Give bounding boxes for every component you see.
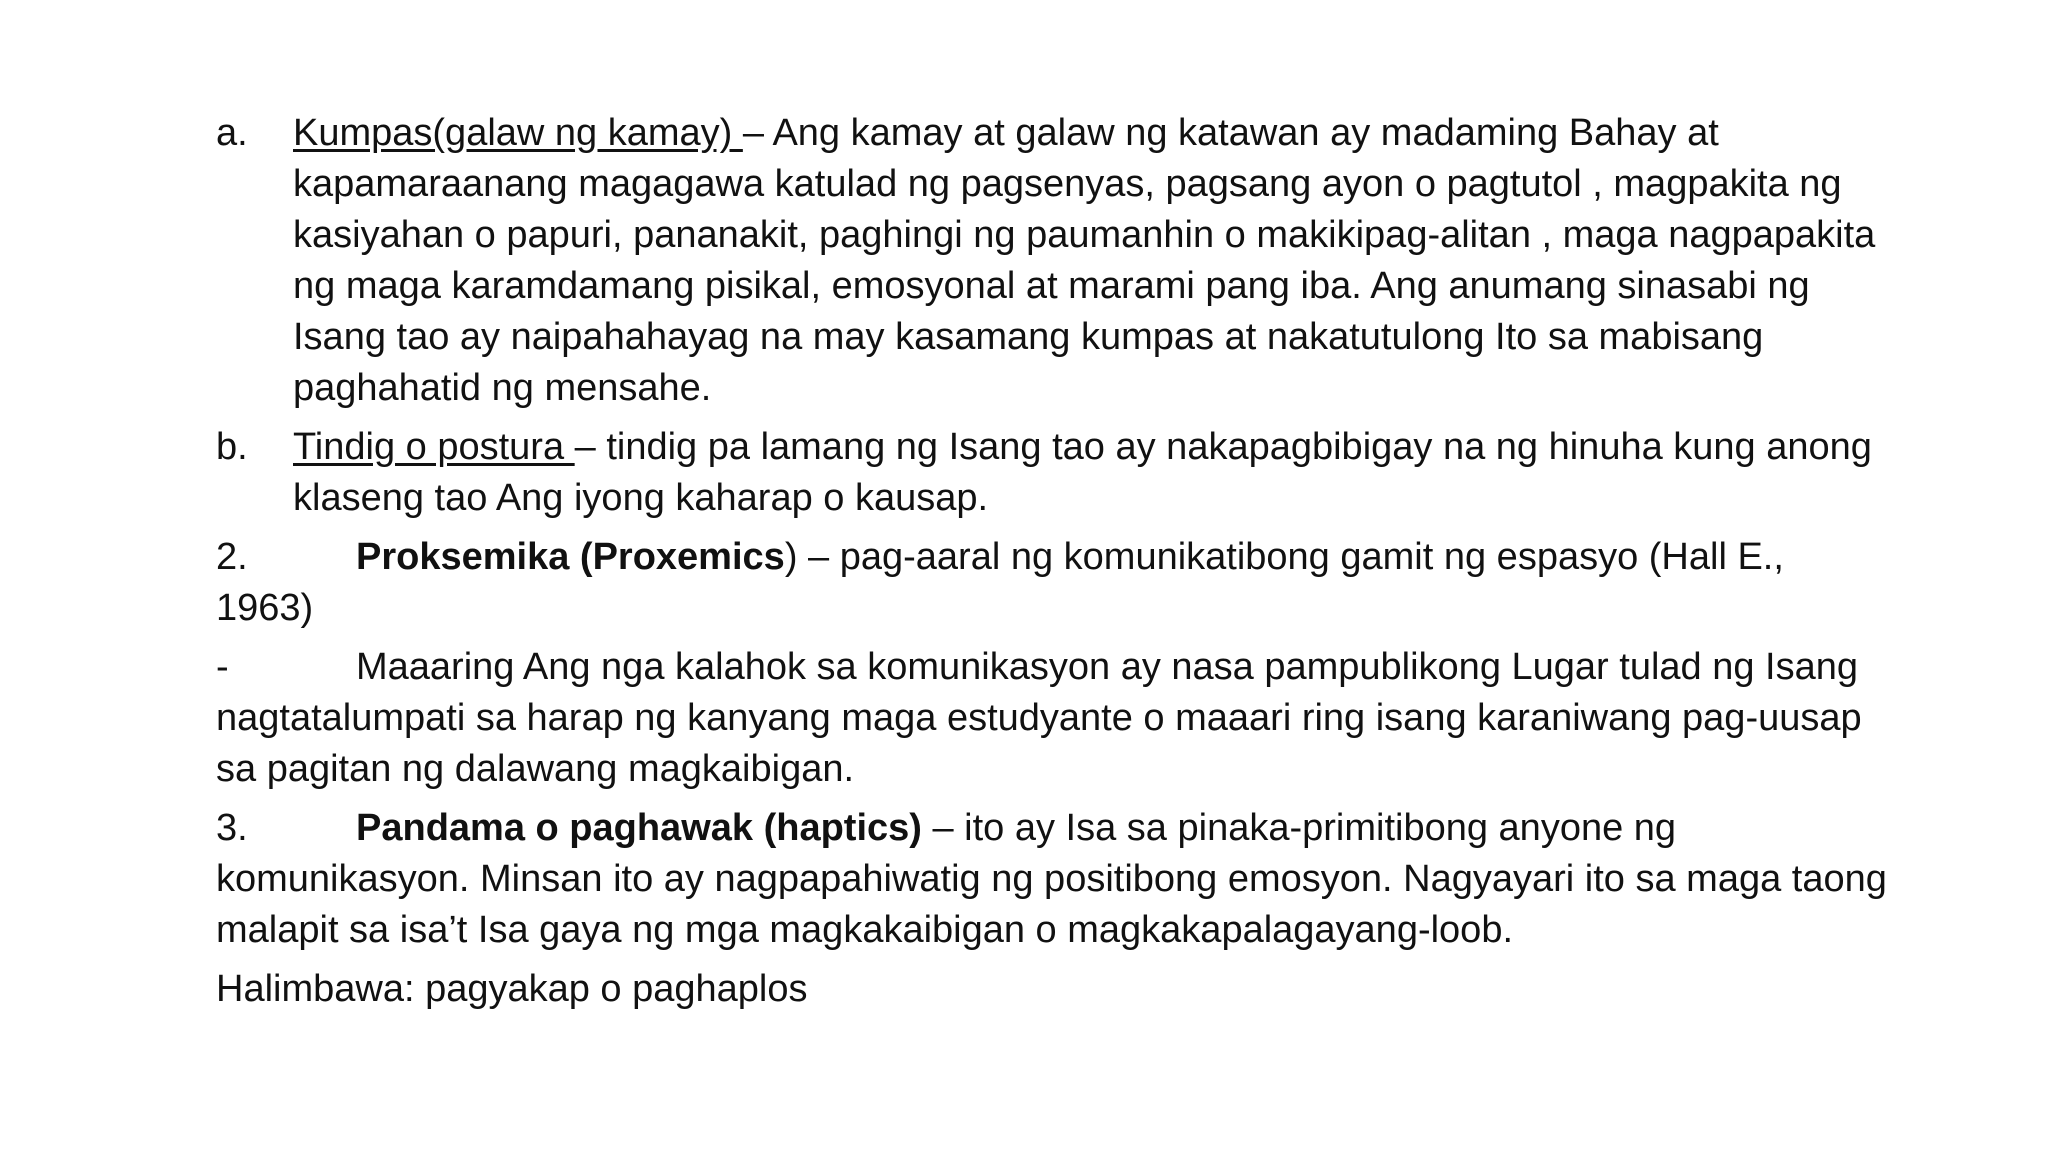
paragraph-number-3: 3.: [216, 807, 248, 849]
paragraph-proksemika: [216, 532, 1888, 634]
paragraph-example: Halimbawa: pagyakap o paghaplos: [216, 968, 808, 1010]
term-tindig: Tindig o postura: [293, 426, 575, 468]
definition-haptics: – ito ay Isa sa pinaka-primitibong anyone ng komunikasyon. Minsan ito ay nagpapahiwatig ng positibong emosyon. Nagyayari ito sa maga taong malapit sa isa’t Isa gaya ng mga magkakaibigan o magkakapalagayang-loob.: [216, 807, 1887, 951]
term-proksemika: Proksemika (Proxemics: [356, 536, 785, 578]
term-haptics: Pandama o paghawak (haptics): [356, 807, 922, 849]
paragraph-dash-text: Maaaring Ang nga kalahok sa komunikasyon ay nasa pampublikong Lugar tulad ng Isang nagtatalumpati sa harap ng kanyang maga estudyante o maaari ring isang karaniwang pag-uusap sa pagitan ng dalawang magkaibigan.: [216, 646, 1862, 790]
definition-tindig: – tindig pa lamang ng Isang tao ay nakapagbibigay na ng hinuha kung anong klaseng tao Ang iyong kaharap o kausap.: [293, 426, 1872, 519]
definition-kumpas: – Ang kamay at galaw ng katawan ay madaming Bahay at kapamaraanang magagawa katulad ng pagsenyas, pagsang ayon o pagtutol , magpakita ng kasiyahan o papuri, pananakit, paghingi ng paumanhin o makikipag-alitan , maga nagpapakita ng maga karamdamang pisikal, emosyonal at marami pang iba. Ang anumang sinasabi ng Isang tao ay naipahahayag na may kasamang kumpas at nakatutulong Ito sa mabisang paghahatid ng mensahe.: [293, 112, 1876, 409]
list-marker-b: b.: [216, 426, 248, 468]
list-item-a: [216, 108, 1888, 414]
paragraph-dash: [216, 642, 1888, 795]
paragraph-haptics: [216, 803, 1888, 956]
list-marker-a: a.: [216, 112, 248, 154]
paragraph-dash-marker: -: [216, 646, 229, 688]
list-text-a: [293, 108, 1888, 414]
list-item-b: [216, 422, 1888, 524]
slide-body: [216, 108, 1888, 1023]
term-kumpas: Kumpas(galaw ng kamay): [293, 112, 743, 154]
definition-proksemika: ) – pag-aaral ng komunikatibong gamit ng espasyo (Hall E., 1963): [216, 536, 1784, 629]
paragraph-number-2: 2.: [216, 536, 248, 578]
list-text-b: [293, 422, 1888, 524]
